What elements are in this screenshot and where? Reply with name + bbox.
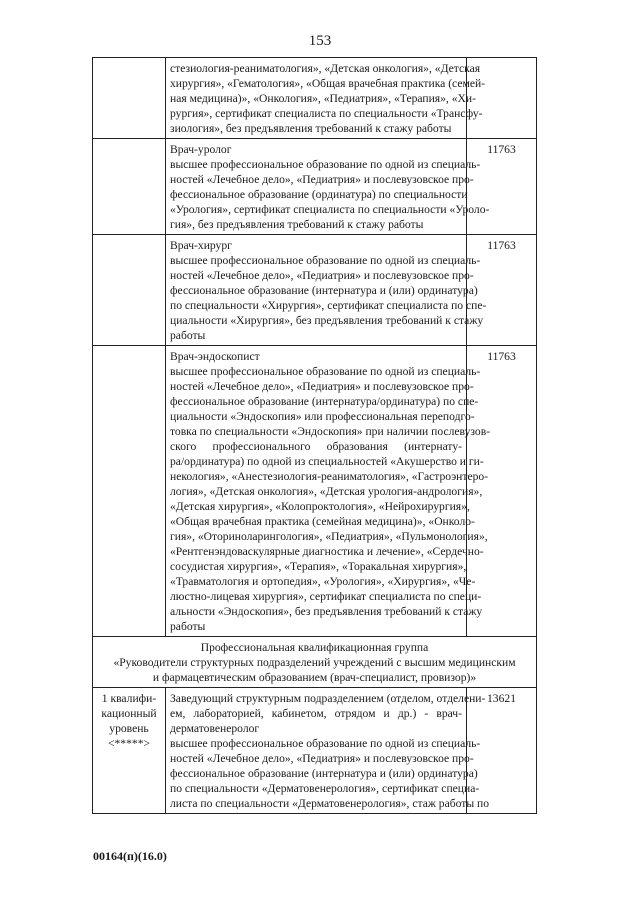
level-cell — [93, 139, 166, 235]
table-row — [93, 346, 537, 637]
level-cell — [93, 235, 166, 346]
text-line: ная медицина)», «Онкология», «Педиатрия», «Терапия», «Хи- — [170, 92, 476, 105]
text-line: зиология», без предъявления требований к стажу работы — [170, 122, 452, 135]
qualification-table — [92, 57, 537, 814]
salary-cell: 11763 — [467, 235, 537, 346]
page-number: 153 — [308, 33, 332, 49]
text-line: хирургия», «Гематология», «Общая врачебная практика (семей- — [170, 77, 486, 90]
text-line: ностей «Лечебное дело», «Педиатрия» и послевузовское про- — [170, 173, 474, 186]
salary-cell: 11763 — [467, 346, 537, 637]
text-line: ра/ординатура) по одной из специальностей «Акушерство и ги- — [170, 455, 484, 468]
text-line: дерматовенеролог — [170, 722, 260, 735]
text-line: Заведующий структурным подразделением (отделом, отделени- — [170, 692, 486, 705]
text-line: ем, лабораторией, кабинетом, отрядом и др.) - врач- — [170, 707, 462, 720]
text-line: логия», «Детская онкология», «Детская урология-андрология», — [170, 485, 483, 498]
position-cell — [166, 58, 486, 139]
text-line: листа по специальности «Дерматовенерология», стаж работы по — [170, 797, 490, 810]
text-line: циальности «Эндоскопия» или профессиональная переподго- — [170, 410, 475, 423]
position-cell — [166, 139, 490, 235]
text-line: Врач-уролог — [170, 143, 232, 156]
text-line: фессиональное образование (интернатура и (или) ординатура) — [170, 767, 478, 780]
text-line: фессиональное образование (ординатура) по специальности — [170, 188, 468, 201]
level-cell — [93, 688, 166, 814]
level-cell — [93, 58, 166, 139]
text-line: Профессиональная квалификационная группа — [200, 641, 429, 654]
text-line: высшее профессиональное образование по одной из специаль- — [170, 365, 481, 378]
text-line: ностей «Лечебное дело», «Педиатрия» и послевузовское про- — [170, 752, 474, 765]
text-line: ностей «Лечебное дело», «Педиатрия» и послевузовское про- — [170, 269, 474, 282]
level-cell — [93, 346, 166, 637]
salary-cell: 11763 — [467, 139, 537, 235]
text-line: некология», «Анестезиология-реаниматология», «Гастроэнтеро- — [170, 470, 489, 483]
text-line: «Руководители структурных подразделений учреждений с высшим медицинским — [113, 656, 516, 669]
table-row — [93, 688, 537, 814]
text-line: ностей «Лечебное дело», «Педиатрия» и послевузовское про- — [170, 380, 474, 393]
text-line: Врач-хирург — [170, 239, 232, 252]
text-line: фессиональное образование (интернатура/ординатура) по спе- — [170, 395, 479, 408]
text-line: «Общая врачебная практика (семейная медицина)», «Онколо- — [170, 515, 475, 528]
position-cell — [166, 688, 490, 814]
text-line: люстно-лицевая хирургия», сертификат специалиста по специ- — [170, 590, 482, 603]
text-line: по специальности «Хирургия», сертификат специалиста по спе- — [170, 299, 487, 312]
text-line: 1 квалифи- — [101, 692, 157, 705]
text-line: альности «Эндоскопия», без предъявления требований к стажу — [170, 605, 483, 618]
table-row — [93, 139, 537, 235]
text-line: циальности «Хирургия», без предъявления требований к стажу — [170, 314, 484, 327]
text-line: гия», «Оториноларингология», «Педиатрия», «Пульмонология», — [170, 530, 488, 543]
group-title — [93, 637, 537, 688]
text-line: кационный — [101, 707, 157, 720]
text-line: ского профессионального образования (интернату- — [170, 440, 462, 453]
group-header-row — [93, 637, 537, 688]
text-line: гия», без предъявления требований к стажу работы — [170, 218, 424, 231]
text-line: и фармацевтическим образованием (врач-специалист, провизор)» — [152, 671, 477, 684]
text-line: <*****> — [107, 737, 151, 750]
text-line: товка по специальности «Эндоскопия» при наличии послевузов- — [170, 425, 491, 438]
text-line: высшее профессиональное образование по одной из специаль- — [170, 254, 481, 267]
text-line: уровень — [109, 722, 149, 735]
salary-cell: 13621 — [467, 688, 537, 814]
document-code: 00164(п)(16.0) — [93, 849, 167, 863]
text-line: Врач-эндоскопист — [170, 350, 260, 363]
text-line: «Детская хирургия», «Колопроктология», «Нейрохирургия», — [170, 500, 470, 513]
text-line: высшее профессиональное образование по одной из специаль- — [170, 158, 481, 171]
text-line: по специальности «Дерматовенерология», сертификат специа- — [170, 782, 480, 795]
text-line: работы — [170, 329, 206, 342]
table-row — [93, 235, 537, 346]
text-line: «Рентгенэндоваскулярные диагностика и лечение», «Сердечно- — [170, 545, 484, 558]
table-row — [93, 58, 537, 139]
text-line: «Травматология и ортопедия», «Урология», «Хирургия», «Че- — [170, 575, 476, 588]
text-line: фессиональное образование (интернатура и (или) ординатура) — [170, 284, 478, 297]
text-line: стезиология-реаниматология», «Детская онкология», «Детская — [170, 62, 481, 75]
position-cell — [166, 346, 491, 637]
text-line: «Урология», сертификат специалиста по специальности «Уроло- — [170, 203, 490, 216]
position-cell — [166, 235, 487, 346]
text-line: сосудистая хирургия», «Терапия», «Торакальная хирургия», — [170, 560, 467, 573]
text-line: работы — [170, 620, 206, 633]
text-line: рургия», сертификат специалиста по специальности «Трансфу- — [170, 107, 483, 120]
text-line: высшее профессиональное образование по одной из специаль- — [170, 737, 481, 750]
